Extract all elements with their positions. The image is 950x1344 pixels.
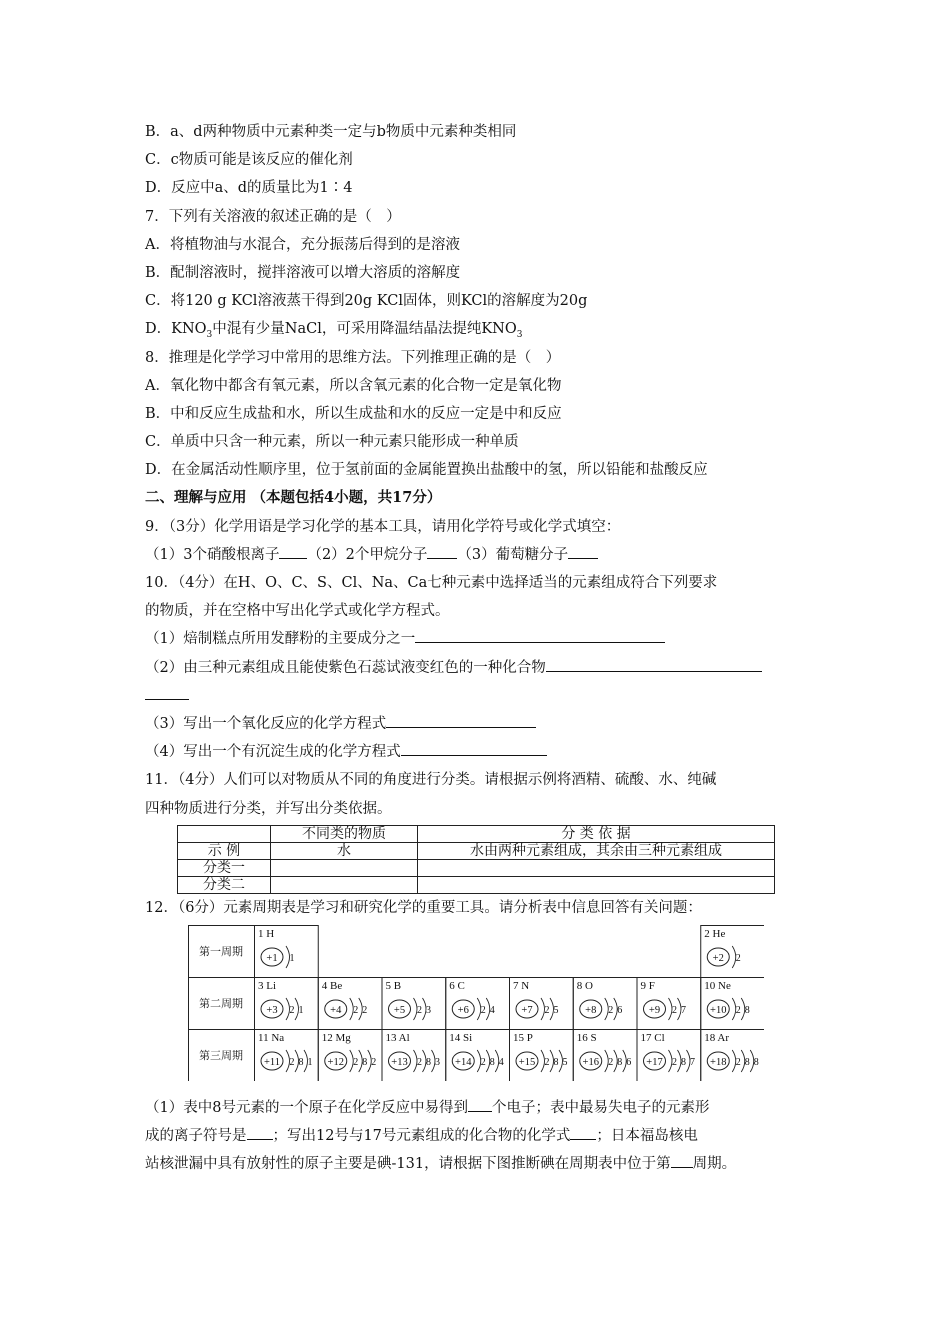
element-symbol: 2 He — [704, 928, 726, 940]
element-symbol: 5 B — [385, 980, 402, 992]
table-header-row — [178, 825, 775, 842]
answer-blank[interactable] — [386, 712, 536, 728]
electron-count: 8 — [298, 1057, 304, 1068]
nucleus-charge: +4 — [330, 1005, 342, 1016]
element-symbol: 1 H — [258, 928, 275, 940]
electron-count: 7 — [681, 1005, 686, 1016]
table-cell[interactable] — [418, 876, 775, 893]
table-row — [178, 842, 775, 859]
electron-count: 2 — [289, 1005, 295, 1016]
answer-blank[interactable] — [546, 656, 762, 672]
table-row — [178, 876, 775, 893]
nucleus-charge: +15 — [518, 1057, 536, 1068]
q6-option-c: C．c物质可能是该反应的催化剂 — [145, 152, 353, 169]
electron-count: 2 — [371, 1057, 377, 1068]
electron-count: 4 — [489, 1005, 495, 1016]
nucleus-charge: +8 — [585, 1005, 597, 1016]
electron-count: 7 — [690, 1057, 695, 1068]
answer-blank[interactable] — [415, 627, 665, 643]
q10-part2-continued — [145, 682, 835, 710]
periodic-table-svg — [188, 925, 764, 1081]
answer-blank[interactable] — [401, 740, 547, 756]
nucleus-charge: +10 — [710, 1005, 727, 1016]
answer-blank[interactable] — [570, 1124, 596, 1140]
element-symbol: 9 F — [640, 980, 655, 992]
table-cell[interactable] — [418, 859, 775, 876]
q8-option-b: B．中和反应生成盐和水，所以生成盐和水的反应一定是中和反应 — [145, 405, 562, 422]
electron-count: 2 — [353, 1057, 359, 1068]
q7-option-d: D．$KNO_3$中混有少量NaCl，可采用降温结晶法提纯$KNO_3$ — [145, 321, 523, 341]
nucleus-charge: +13 — [391, 1057, 408, 1068]
table-cell: 水由两种元素组成，其余由三种元素组成 — [418, 842, 775, 859]
electron-count: 2 — [480, 1057, 486, 1068]
nucleus-charge: +17 — [646, 1057, 663, 1068]
q11-stem-line1: 11．（4分）人们可以对物质从不同的角度进行分类。请根据示例将酒精、硫酸、水、纯碱 — [145, 772, 717, 789]
electron-count: 8 — [681, 1057, 686, 1068]
electron-count: 2 — [608, 1005, 614, 1016]
period-label: 第二周期 — [199, 998, 243, 1010]
electron-count: 2 — [735, 953, 741, 964]
period-label: 第三周期 — [199, 1050, 243, 1062]
table-cell: 分类一 — [178, 859, 271, 876]
electron-count: 2 — [735, 1005, 741, 1016]
electron-count: 8 — [426, 1057, 431, 1068]
answer-blank[interactable] — [427, 543, 457, 559]
q7-option-a: A．将植物油与水混合，充分振荡后得到的是溶液 — [145, 236, 460, 253]
element-symbol: 13 Al — [385, 1032, 410, 1044]
electron-count: 2 — [608, 1057, 614, 1068]
answer-blank[interactable] — [247, 1124, 273, 1140]
electron-count: 5 — [562, 1057, 568, 1068]
nucleus-charge: +7 — [521, 1005, 533, 1016]
electron-count: 8 — [489, 1057, 495, 1068]
table-header: 不同类的物质 — [271, 825, 418, 842]
electron-count: 2 — [544, 1057, 550, 1068]
q12-stem: 12．（6分）元素周期表是学习和研究化学的重要工具。请分析表中信息回答有关问题： — [145, 899, 702, 916]
electron-count: 2 — [480, 1005, 486, 1016]
nucleus-charge: +14 — [455, 1057, 472, 1068]
element-symbol: 18 Ar — [704, 1032, 729, 1044]
q8-option-a: A．氧化物中都含有氧元素，所以含氧元素的化合物一定是氧化物 — [145, 377, 562, 394]
table-cell[interactable] — [271, 859, 418, 876]
q8-option-d: D．在金属活动性顺序里，位于氢前面的金属能置换出盐酸中的氢，所以铅能和盐酸反应 — [145, 462, 708, 479]
electron-count: 8 — [753, 1057, 759, 1068]
electron-count: 5 — [553, 1005, 559, 1016]
q10-stem-line2: 的物质，并在空格中写出化学式或化学方程式。 — [145, 603, 450, 620]
element-symbol: 15 P — [513, 1032, 533, 1044]
electron-count: 8 — [553, 1057, 559, 1068]
q6-option-d: D．反应中a、d的质量比为1∶4 — [145, 180, 353, 197]
nucleus-charge: +3 — [266, 1005, 278, 1016]
answer-blank[interactable] — [568, 543, 598, 559]
nucleus-charge: +5 — [393, 1005, 406, 1016]
section-2-heading: 二、理解与应用 （本题包括4小题，共17分） — [145, 489, 442, 507]
q12-part1-line1: （1）表中8号元素的一个原子在化学反应中易得到 个电子；表中最易失电子的元素形 — [145, 1094, 835, 1122]
period-label: 第一周期 — [199, 946, 243, 958]
element-symbol: 10 Ne — [704, 980, 731, 992]
electron-count: 2 — [672, 1057, 677, 1068]
q8-stem: 8．推理是化学学习中常用的思维方法。下列推理正确的是（ ） — [145, 349, 561, 366]
electron-count: 2 — [544, 1005, 550, 1016]
q8-option-c: C．单质中只含一种元素，所以一种元素只能形成一种单质 — [145, 434, 519, 451]
table-cell: 分类二 — [178, 876, 271, 893]
table-cell: 水 — [271, 842, 418, 859]
nucleus-charge: +16 — [582, 1057, 599, 1068]
nucleus-charge: +11 — [263, 1057, 281, 1068]
electron-count: 6 — [617, 1005, 623, 1016]
q12-part1 — [145, 1094, 835, 1179]
table-header: 分 类 依 据 — [418, 825, 775, 842]
element-symbol: 14 Si — [449, 1032, 473, 1044]
q12-part1-line3: 站核泄漏中具有放射性的原子主要是碘-131，请根据下图推断碘在周期表中位于第 周期。 — [145, 1150, 835, 1178]
element-symbol: 8 O — [576, 980, 593, 992]
element-symbol: 4 Be — [321, 980, 343, 992]
electron-count: 2 — [289, 1057, 295, 1068]
exam-page — [145, 118, 835, 922]
element-symbol: 16 S — [576, 1032, 597, 1044]
electron-count: 8 — [744, 1057, 750, 1068]
electron-count: 2 — [672, 1005, 677, 1016]
q7-stem: 7．下列有关溶液的叙述正确的是（ ） — [145, 208, 401, 225]
q11-stem-line2: 四种物质进行分类，并写出分类依据。 — [145, 800, 392, 817]
electron-count: 2 — [417, 1005, 422, 1016]
element-symbol: 3 Li — [258, 980, 277, 992]
electron-count: 6 — [626, 1057, 632, 1068]
q9-blanks: （1）3个硝酸根离子 （2）2个甲烷分子 （3）葡萄糖分子 — [145, 541, 835, 569]
answer-blank[interactable] — [145, 684, 189, 700]
q10-part2: （2）由三种元素组成且能使紫色石蕊试液变红色的一种化合物 — [145, 654, 835, 682]
nucleus-charge: +9 — [648, 1005, 661, 1016]
answer-blank[interactable] — [671, 1152, 693, 1168]
element-symbol: 11 Na — [258, 1032, 285, 1044]
electron-count: 3 — [435, 1057, 440, 1068]
element-symbol: 12 Mg — [321, 1032, 351, 1044]
q7-option-c: C．将120 g KCl溶液蒸干得到20g KCl固体，则KCl的溶解度为20g — [145, 293, 588, 310]
electron-count: 1 — [298, 1005, 304, 1016]
table-row — [178, 859, 775, 876]
q9-stem: 9．（3分）化学用语是学习化学的基本工具，请用化学符号或化学式填空： — [145, 518, 621, 535]
table-cell[interactable] — [271, 876, 418, 893]
q7-option-b: B．配制溶液时，搅拌溶液可以增大溶质的溶解度 — [145, 264, 461, 281]
nucleus-charge: +2 — [712, 953, 724, 964]
nucleus-charge: +1 — [266, 953, 278, 964]
table-cell: 示 例 — [178, 842, 271, 859]
q10-stem-line1: 10．（4分）在H、O、C、S、Cl、Na、Ca七种元素中选择适当的元素组成符合下列要求 — [145, 575, 718, 591]
periodic-table-figure — [188, 925, 764, 1081]
nucleus-charge: +18 — [710, 1057, 727, 1068]
electron-count: 3 — [426, 1005, 431, 1016]
q10-part4: （4）写出一个有沉淀生成的化学方程式 — [145, 738, 835, 766]
element-symbol: 7 N — [513, 980, 530, 992]
electron-count: 4 — [498, 1057, 504, 1068]
nucleus-charge: +6 — [457, 1005, 469, 1016]
electron-count: 8 — [744, 1005, 750, 1016]
electron-count: 2 — [735, 1057, 741, 1068]
q10-part1: （1）焙制糕点所用发酵粉的主要成分之一 — [145, 625, 835, 653]
answer-blank[interactable] — [468, 1096, 492, 1112]
classification-table — [177, 825, 775, 894]
electron-count: 8 — [617, 1057, 623, 1068]
electron-count: 1 — [289, 953, 295, 964]
answer-blank[interactable] — [279, 543, 307, 559]
electron-count: 2 — [353, 1005, 359, 1016]
element-symbol: 17 Cl — [640, 1032, 665, 1044]
electron-count: 2 — [417, 1057, 422, 1068]
nucleus-charge: +12 — [327, 1057, 344, 1068]
electron-count: 1 — [307, 1057, 313, 1068]
q12-part1-line2: 成的离子符号是 ；写出12号与17号元素组成的化合物的化学式 ；日本福岛核电 — [145, 1122, 835, 1150]
electron-count: 8 — [362, 1057, 368, 1068]
table-header — [178, 825, 271, 842]
electron-count: 2 — [362, 1005, 368, 1016]
element-symbol: 6 C — [449, 980, 465, 992]
q10-part3: （3）写出一个氧化反应的化学方程式 — [145, 710, 835, 738]
q6-option-b: B．a、d两种物质中元素种类一定与b物质中元素种类相同 — [145, 124, 517, 140]
